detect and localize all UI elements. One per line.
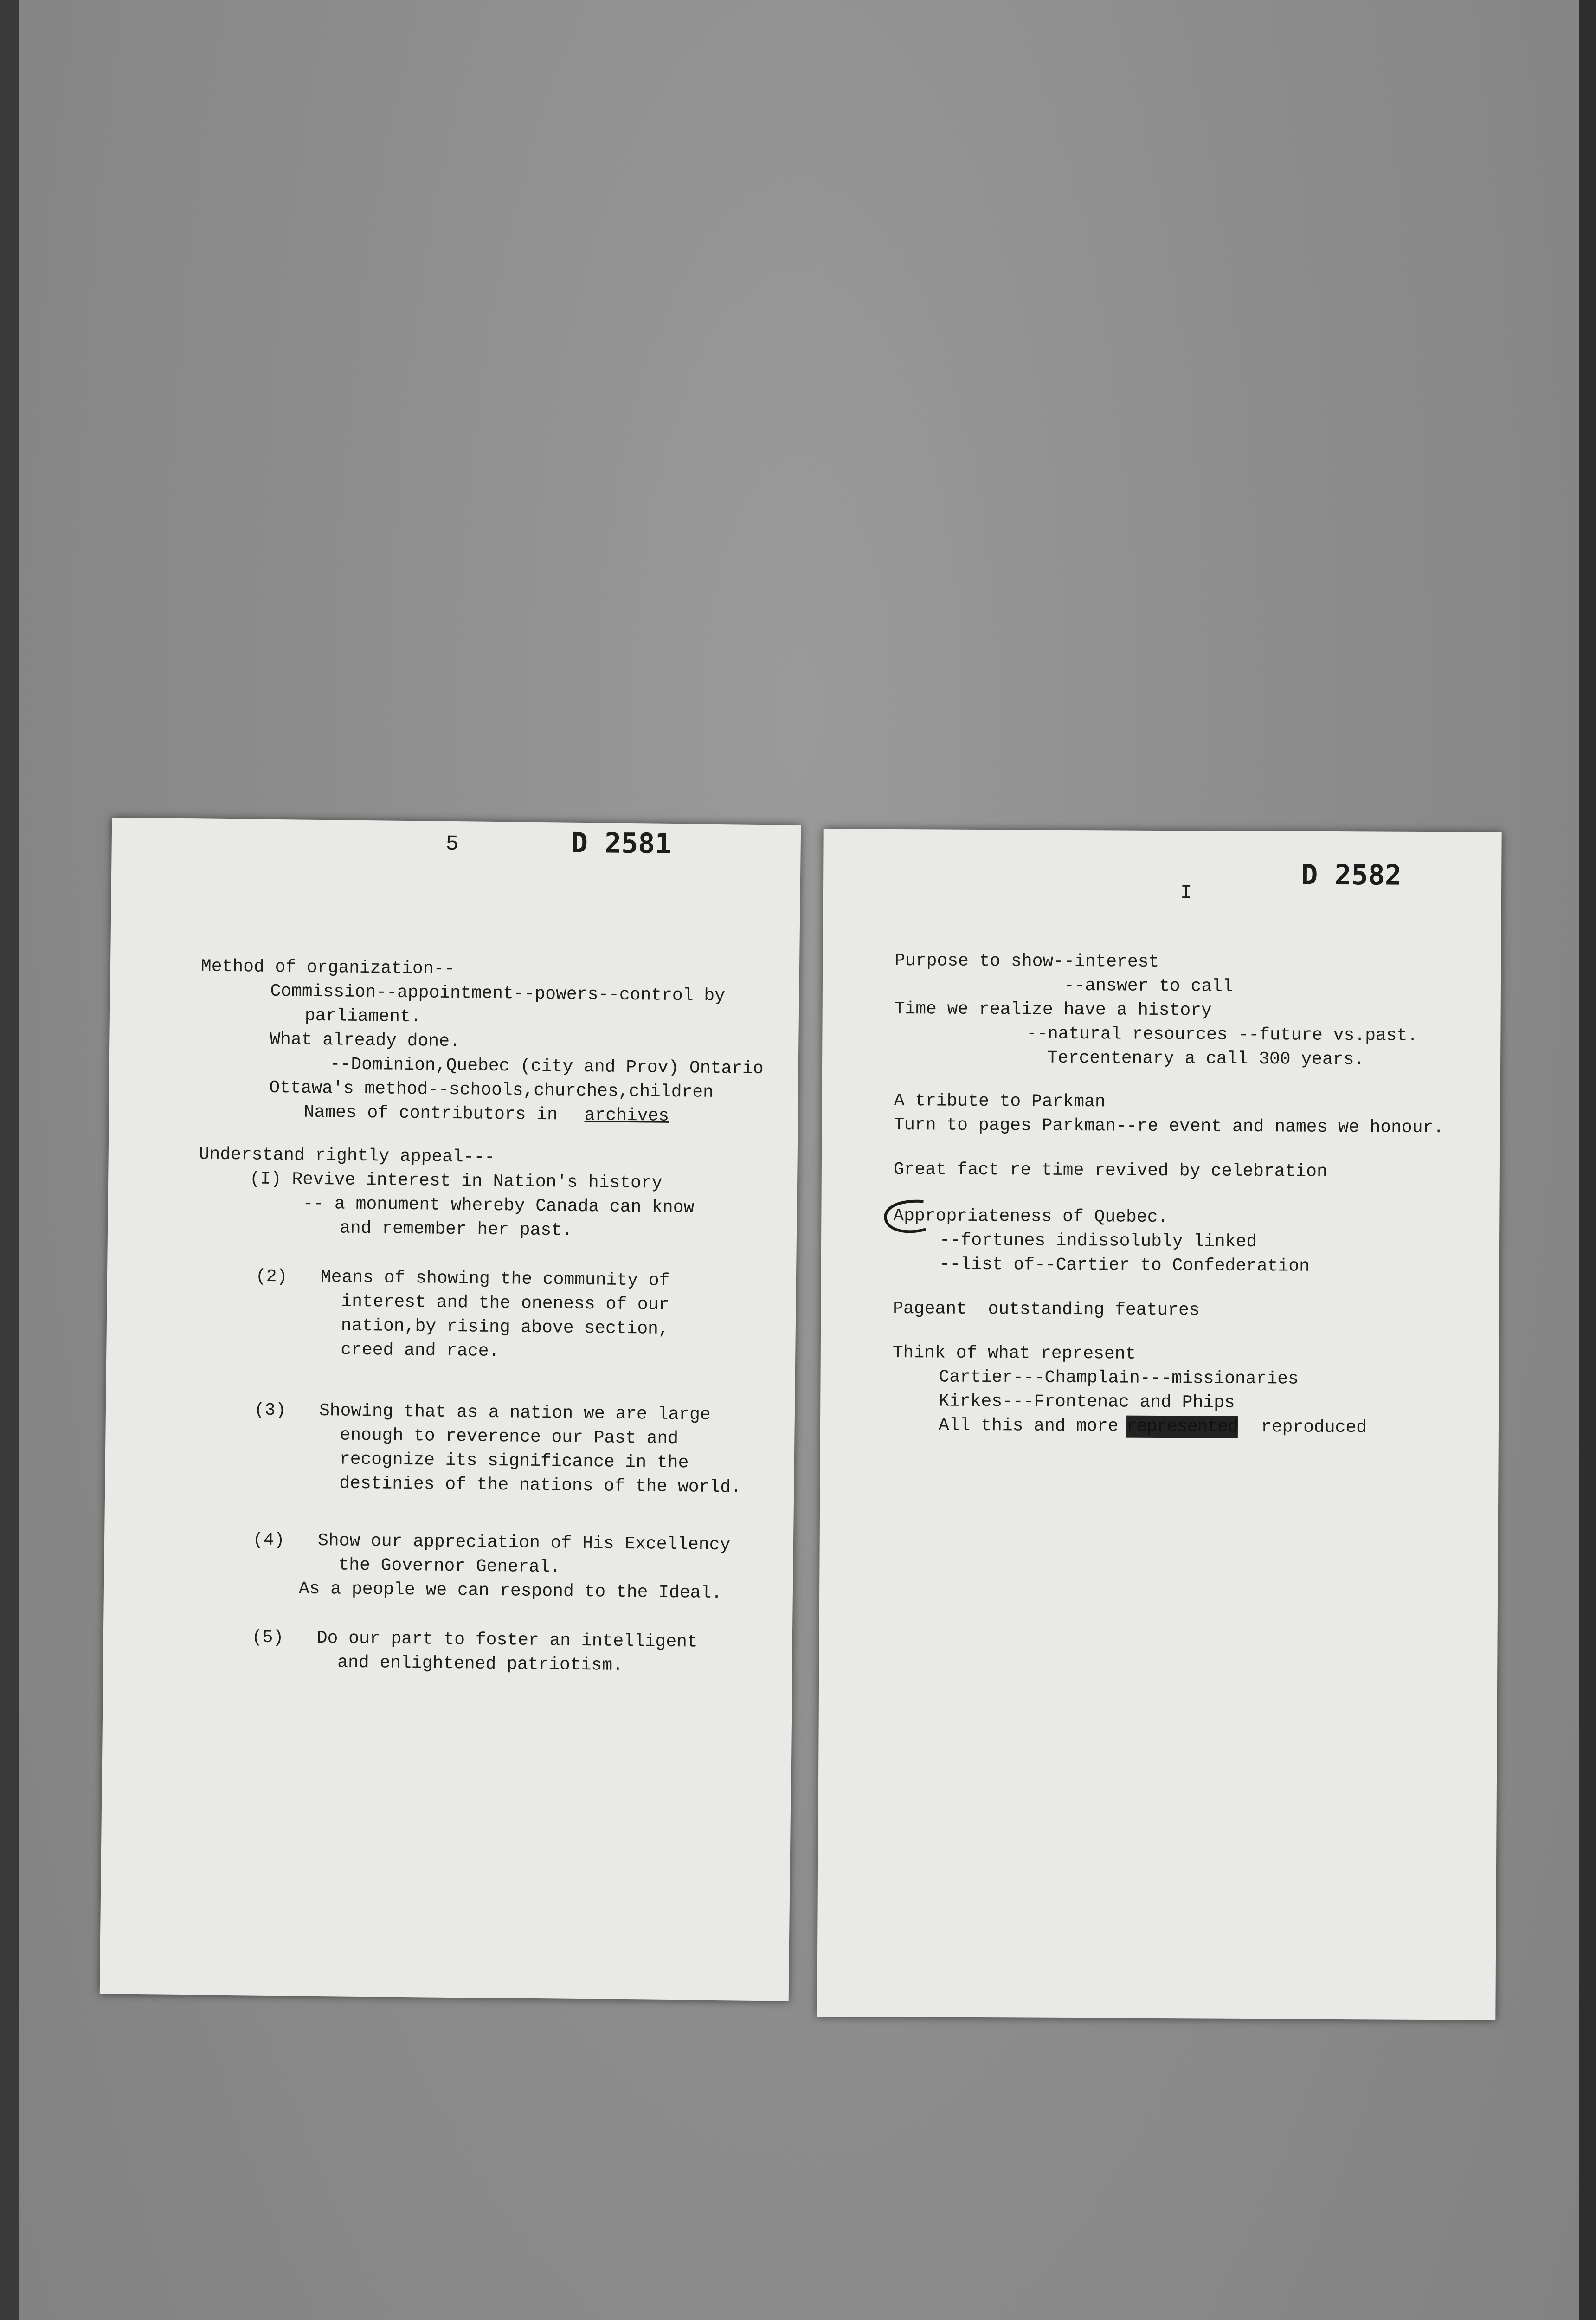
text-line: Purpose to show--interest: [895, 950, 1159, 972]
underlined-word: archives: [584, 1105, 669, 1126]
text-line: interest and the oneness of our: [341, 1291, 669, 1315]
doc-number: D 2581: [571, 826, 672, 860]
text-line: Pageant outstanding features: [893, 1298, 1200, 1321]
item-number: (4): [252, 1530, 285, 1551]
film-edge-left: [0, 0, 19, 2320]
text-line: --Dominion,Quebec (city and Prov) Ontario: [329, 1054, 764, 1079]
text-line: All this and more: [938, 1415, 1119, 1437]
text-line: Show our appreciation of His Excellency: [317, 1531, 731, 1555]
text-line: Tercentenary a call 300 years.: [1047, 1048, 1365, 1070]
text-line: and remember her past.: [339, 1218, 573, 1241]
text-line: creed and race.: [341, 1340, 500, 1362]
text-line: Think of what represent: [892, 1342, 1136, 1364]
item-number: (3): [254, 1400, 286, 1421]
document-page-right: [817, 829, 1501, 2020]
text-line: -- a monument whereby Canada can know: [302, 1193, 695, 1218]
item-number: (2): [255, 1266, 288, 1287]
text-line: Turn to pages Parkman--re event and names we honour.: [894, 1115, 1444, 1138]
text-line: Method of organization--: [200, 956, 455, 980]
text-line: Understand rightly appeal---: [199, 1144, 496, 1167]
text-line: A tribute to Parkman: [894, 1090, 1106, 1112]
text-line: --answer to call: [1063, 975, 1233, 997]
text-line: reproduced: [1261, 1417, 1367, 1438]
document-page-left: [100, 818, 801, 2001]
text-line: --fortunes indissolubly linked: [939, 1230, 1257, 1252]
text-line: Do our part to foster an intelligent: [316, 1628, 698, 1652]
film-edge-right: [1579, 0, 1596, 2320]
item-number: (5): [251, 1627, 284, 1648]
text-line: What already done.: [270, 1029, 460, 1052]
struck-out-word: represented: [1126, 1416, 1238, 1438]
text-line: Time we realize have a history: [894, 999, 1212, 1021]
text-line: the Governor General.: [338, 1555, 561, 1578]
text-line: --natural resources --future vs.past.: [1026, 1024, 1418, 1046]
text-line: Appropriateness of Quebec.: [893, 1205, 1169, 1228]
text-line: Great fact re time revived by celebration: [893, 1159, 1327, 1182]
text-line: and enlightened patriotism.: [337, 1652, 624, 1676]
text-line: enough to reverence our Past and: [340, 1425, 679, 1449]
text-line: Commission--appointment--powers--control by: [270, 981, 726, 1006]
text-line: Ottawa's method--schools,churches,children: [269, 1077, 714, 1102]
text-line: Names of contributors in: [303, 1102, 558, 1125]
page-mark: I: [1180, 882, 1192, 904]
text-line: Kirkes---Frontenac and Phips: [939, 1391, 1235, 1413]
text-line: parliament.: [304, 1005, 421, 1027]
text-line: destinies of the nations of the world.: [339, 1473, 742, 1498]
text-line: As a people we can respond to the Ideal.: [298, 1579, 722, 1604]
text-line: Showing that as a nation we are large: [319, 1401, 711, 1425]
text-line: (I) Revive interest in Nation's history: [249, 1169, 663, 1193]
text-line: nation,by rising above section,: [341, 1315, 669, 1339]
text-line: recognize its significance in the: [339, 1449, 689, 1473]
text-line: Means of showing the community of: [320, 1267, 670, 1291]
doc-number: D 2582: [1301, 858, 1402, 892]
text-line: Cartier---Champlain---missionaries: [939, 1367, 1299, 1389]
corner-mark: 5: [445, 831, 459, 857]
text-line: --list of--Cartier to Confederation: [939, 1254, 1310, 1276]
